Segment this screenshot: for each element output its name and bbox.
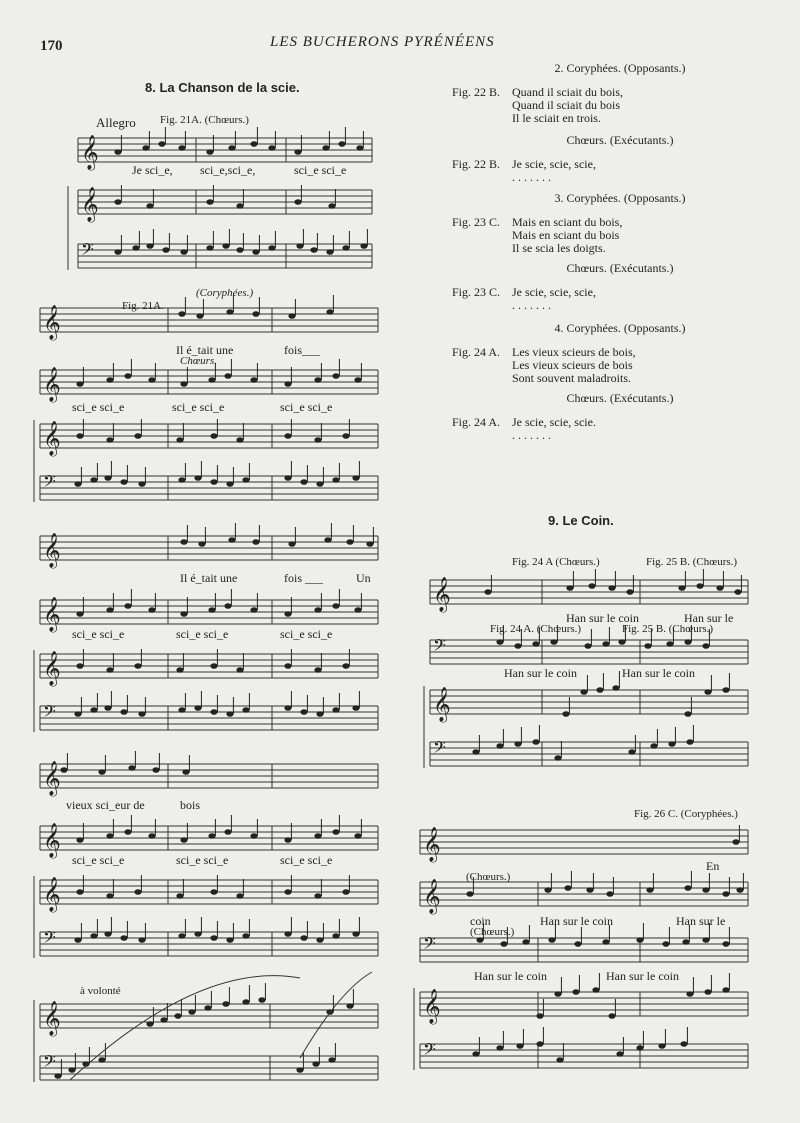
note [608, 1013, 615, 1019]
treble-clef: 𝄞 [423, 989, 441, 1024]
verse-line: Quand il sciait du bois [512, 98, 620, 112]
note [466, 891, 473, 897]
figure-label: Fig. 21A. (Chœurs.) [160, 114, 249, 126]
verse-line: . . . . . . . [512, 428, 551, 442]
note [696, 583, 703, 589]
lyric: sci_e sci_e [176, 627, 229, 641]
verse-line: Les vieux scieurs de bois, [512, 345, 636, 359]
lyric: bois [180, 798, 201, 812]
figure-label: Fig. 25 B. (Chœurs.) [622, 623, 714, 635]
lyric: sci_e sci_e [294, 163, 347, 177]
coryphees-label: (Coryphées.) [196, 287, 254, 299]
lyric: coin [470, 914, 491, 928]
note [716, 585, 723, 591]
lyric: Han sur le coin [606, 969, 679, 983]
note [682, 939, 689, 945]
verse-figure: Fig. 22 B. [452, 85, 501, 99]
treble-clef: 𝄞 [81, 187, 99, 222]
note [500, 941, 507, 947]
note [564, 885, 571, 891]
note [516, 1043, 523, 1049]
note [536, 1041, 543, 1047]
note [496, 639, 503, 645]
bass-clef: 𝄢 [81, 239, 94, 263]
note [686, 739, 693, 745]
verse-line: Je scie, scie, scie, [512, 285, 596, 299]
note [608, 585, 615, 591]
figure-label: Fig. 21A. [122, 300, 164, 312]
note [626, 589, 633, 595]
tempo-marking: Allegro [96, 115, 136, 130]
note [586, 887, 593, 893]
bass-clef: 𝄢 [433, 635, 446, 659]
verse-heading: 2. Coryphées. (Opposants.) [554, 61, 686, 75]
note [522, 939, 529, 945]
note [596, 687, 603, 693]
choeurs-label: (Chœurs.) [470, 926, 515, 938]
treble-clef: 𝄞 [43, 305, 61, 340]
lyric: Han sur le coin [622, 666, 695, 680]
treble-clef: 𝄞 [43, 533, 61, 568]
note [562, 711, 569, 717]
running-title: LES BUCHERONS PYRÉNÉENS [270, 34, 495, 50]
note [732, 839, 739, 845]
note [734, 589, 741, 595]
note [536, 1013, 543, 1019]
lyric: Han sur le [676, 914, 726, 928]
note [580, 689, 587, 695]
note [686, 991, 693, 997]
note [472, 1051, 479, 1057]
figure-label: Fig. 24 A. (Chœurs.) [490, 623, 582, 635]
verse-line: Je scie, scie, scie, [512, 157, 596, 171]
treble-clef: 𝄞 [43, 421, 61, 456]
bass-clef: 𝄢 [423, 1039, 436, 1063]
a-volonte-marking: à volonté [80, 985, 121, 997]
bass-clef: 𝄢 [43, 701, 56, 725]
lyric: Han sur le coin [540, 914, 613, 928]
note [572, 989, 579, 995]
note [554, 991, 561, 997]
treble-clef: 𝄞 [43, 651, 61, 686]
verse-heading: 3. Coryphées. (Opposants.) [554, 191, 686, 205]
lyric: Han sur le coin [566, 611, 639, 625]
note [532, 641, 539, 647]
lyric: sci_e sci_e [72, 853, 125, 867]
lyric: vieux sci_eur de [66, 798, 145, 812]
note [646, 887, 653, 893]
verse-heading: Chœurs. (Exécutants.) [566, 133, 674, 147]
lyric: Je sci_e, [132, 163, 173, 177]
note [514, 741, 521, 747]
treble-clef: 𝄞 [43, 761, 61, 796]
note [704, 989, 711, 995]
verse-line: Il se scia les doigts. [512, 241, 606, 255]
note [684, 639, 691, 645]
note [496, 743, 503, 749]
page-number: 170 [40, 38, 63, 54]
verse-figure: Fig. 23 C. [452, 285, 501, 299]
lyric: sci_e sci_e [280, 400, 333, 414]
bass-clef: 𝄢 [43, 471, 56, 495]
note [514, 643, 521, 649]
section-title-9: 9. Le Coin. [548, 513, 614, 528]
verse-line: Les vieux scieurs de bois [512, 358, 633, 372]
note [680, 1041, 687, 1047]
note [606, 891, 613, 897]
note [666, 641, 673, 647]
note [722, 687, 729, 693]
lyric: sci_e sci_e [72, 627, 125, 641]
bass-clef: 𝄢 [43, 1051, 56, 1075]
treble-clef: 𝄞 [423, 827, 441, 862]
verse-line: . . . . . . . [512, 298, 551, 312]
bass-clef: 𝄢 [423, 933, 436, 957]
verse-line: . . . . . . . [512, 170, 551, 184]
lyric: Un [356, 571, 371, 585]
note [678, 585, 685, 591]
note [722, 987, 729, 993]
figure-label: Fig. 24 A (Chœurs.) [512, 556, 600, 568]
verse-heading: 4. Coryphées. (Opposants.) [554, 321, 686, 335]
verse-figure: Fig. 22 B. [452, 157, 501, 171]
verse-figure: Fig. 24 A. [452, 415, 501, 429]
note [532, 739, 539, 745]
bass-clef: 𝄢 [43, 927, 56, 951]
verse-heading: Chœurs. (Exécutants.) [566, 261, 674, 275]
lyric: sci_e sci_e [72, 400, 125, 414]
note [602, 939, 609, 945]
note [736, 887, 743, 893]
treble-clef: 𝄞 [433, 577, 451, 612]
treble-clef: 𝄞 [43, 367, 61, 402]
lyric: fois___ [284, 343, 320, 357]
verse-line: Quand il sciait du bois, [512, 85, 623, 99]
lyric: Han sur le [684, 611, 734, 625]
note [556, 1057, 563, 1063]
verse-line: Je scie, scie, scie. [512, 415, 596, 429]
note [584, 643, 591, 649]
verse-heading: Chœurs. (Exécutants.) [566, 391, 674, 405]
treble-clef: 𝄞 [423, 879, 441, 914]
bass-clef: 𝄢 [433, 737, 446, 761]
note [636, 937, 643, 943]
verse-line: Mais en sciant du bois [512, 228, 620, 242]
note [684, 885, 691, 891]
note [574, 941, 581, 947]
note [602, 641, 609, 647]
figure-label: Fig. 26 C. (Coryphées.) [634, 808, 738, 820]
lyric: sci_e sci_e [280, 627, 333, 641]
lyric: Han sur le coin [504, 666, 577, 680]
lyric: sci_e sci_e [176, 853, 229, 867]
section-title-8: 8. La Chanson de la scie. [145, 80, 300, 95]
lyric: sci_e,sci_e, [200, 163, 256, 177]
note [702, 643, 709, 649]
note [566, 585, 573, 591]
lyric: Il é_tait une [180, 571, 238, 585]
note [484, 589, 491, 595]
verse-line: Mais en sciant du bois, [512, 215, 623, 229]
treble-clef: 𝄞 [81, 135, 99, 170]
treble-clef: 𝄞 [433, 687, 451, 722]
note [658, 1043, 665, 1049]
note [554, 755, 561, 761]
choeurs-label: Chœurs. [180, 355, 217, 367]
note [722, 941, 729, 947]
lyric: sci_e sci_e [280, 853, 333, 867]
note [588, 583, 595, 589]
lyric: fois ___ [284, 571, 323, 585]
note [548, 937, 555, 943]
treble-clef: 𝄞 [43, 1001, 61, 1036]
note [592, 987, 599, 993]
note [644, 643, 651, 649]
note [722, 891, 729, 897]
lyric: Il é_tait une [176, 343, 234, 357]
note [702, 887, 709, 893]
note [704, 689, 711, 695]
lyric: Han sur le coin [474, 969, 547, 983]
treble-clef: 𝄞 [43, 823, 61, 858]
note [616, 1051, 623, 1057]
note [472, 749, 479, 755]
verse-line: Il le sciait en trois. [512, 111, 601, 125]
note [650, 743, 657, 749]
note [684, 711, 691, 717]
note [618, 639, 625, 645]
note [662, 941, 669, 947]
lyric: sci_e sci_e [172, 400, 225, 414]
note [476, 937, 483, 943]
note [612, 685, 619, 691]
note [668, 741, 675, 747]
figure-label: Fig. 25 B. (Chœurs.) [646, 556, 738, 568]
note [496, 1045, 503, 1051]
note [550, 639, 557, 645]
note [628, 749, 635, 755]
verse-figure: Fig. 24 A. [452, 345, 501, 359]
note [544, 887, 551, 893]
treble-clef: 𝄞 [43, 877, 61, 912]
treble-clef: 𝄞 [43, 597, 61, 632]
lyric: En [706, 859, 720, 873]
choeurs-label: (Chœurs.) [466, 871, 511, 883]
note [636, 1045, 643, 1051]
verse-line: Sont souvent maladroits. [512, 371, 631, 385]
note [702, 937, 709, 943]
verse-figure: Fig. 23 C. [452, 215, 501, 229]
